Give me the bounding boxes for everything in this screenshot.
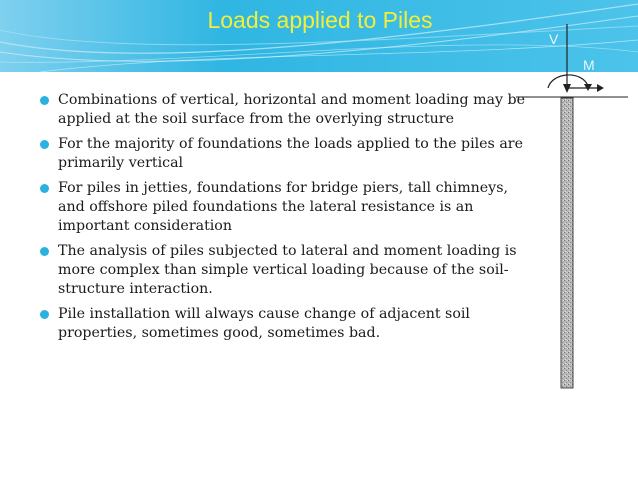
moment-arrowhead-icon [584, 84, 592, 91]
bullet-dot-icon [40, 140, 49, 149]
pile-shaft [561, 98, 573, 388]
moment-arc-arrow [548, 75, 588, 88]
slide-title: Loads applied to Piles [207, 7, 433, 33]
bullet-list [40, 91, 530, 349]
bullet-dot-icon [40, 310, 49, 319]
vertical-load-arrowhead-icon [563, 84, 571, 93]
bullet-dot-icon [40, 184, 49, 193]
bullet-text: For piles in jetties, foundations for bridge piers, tall chimneys, and offshore piled foundations the lateral resistance is an important consideration [58, 180, 508, 234]
bullet-item [40, 179, 530, 236]
bullet-text: For the majority of foundations the loads applied to the piles are primarily vertical [58, 136, 523, 171]
bullet-item [40, 135, 530, 173]
bullet-text: Combinations of vertical, horizontal and moment loading may be applied at the soil surface from the overlying structure [58, 92, 526, 127]
horizontal-load-arrowhead-icon [597, 84, 604, 92]
bullet-item [40, 91, 530, 129]
bullet-text: The analysis of piles subjected to lateral and moment loading is more complex than simple vertical loading because of the soil-structure interaction. [58, 243, 517, 297]
bullet-dot-icon [40, 96, 49, 105]
bullet-item [40, 305, 530, 343]
bullet-item [40, 242, 530, 299]
moment-label: M [583, 57, 595, 73]
bullet-dot-icon [40, 247, 49, 256]
bullet-text: Pile installation will always cause change of adjacent soil properties, sometimes good, sometimes bad. [58, 306, 470, 341]
vertical-load-label: V [549, 31, 559, 47]
